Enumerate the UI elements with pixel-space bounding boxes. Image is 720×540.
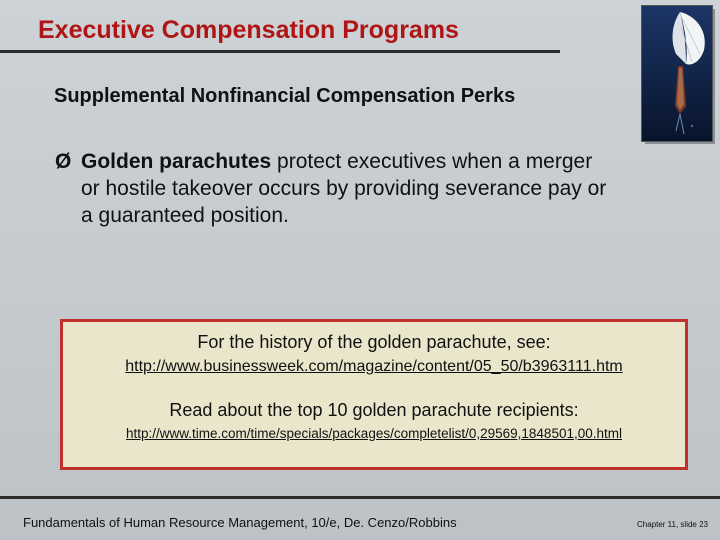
resource-links-box bbox=[60, 319, 688, 470]
bullet-bold-term: Golden parachutes bbox=[81, 150, 272, 173]
recipients-label: Read about the top 10 golden parachute recipients: bbox=[169, 400, 579, 420]
sailboat-icon bbox=[642, 6, 712, 141]
bullet-text bbox=[81, 148, 611, 229]
businessweek-link[interactable]: http://www.businessweek.com/magazine/content/05_50/b3963111.htm bbox=[125, 358, 623, 375]
title-divider bbox=[0, 50, 560, 53]
history-label: For the history of the golden parachute, see: bbox=[197, 332, 551, 352]
arrow-bullet-icon: Ø bbox=[55, 150, 72, 173]
bullet-body: protect executives when a merger or hostile takeover occurs by providing severance pay or a guaranteed position. bbox=[81, 150, 607, 227]
bullet-item bbox=[55, 148, 615, 229]
time-link[interactable]: http://www.time.com/time/specials/packages/completelist/0,29569,1848501,00.html bbox=[125, 426, 622, 441]
sailboat-photo-icon bbox=[641, 5, 713, 142]
slide-title: Executive Compensation Programs bbox=[38, 16, 459, 44]
footer-citation: Fundamentals of Human Resource Management, 10/e, De. Cenzo/Robbins bbox=[23, 515, 457, 530]
footer-divider bbox=[0, 496, 720, 499]
slide-number: Chapter 11, slide 23 bbox=[636, 520, 708, 529]
slide-subtitle: Supplemental Nonfinancial Compensation Perks bbox=[54, 85, 516, 107]
